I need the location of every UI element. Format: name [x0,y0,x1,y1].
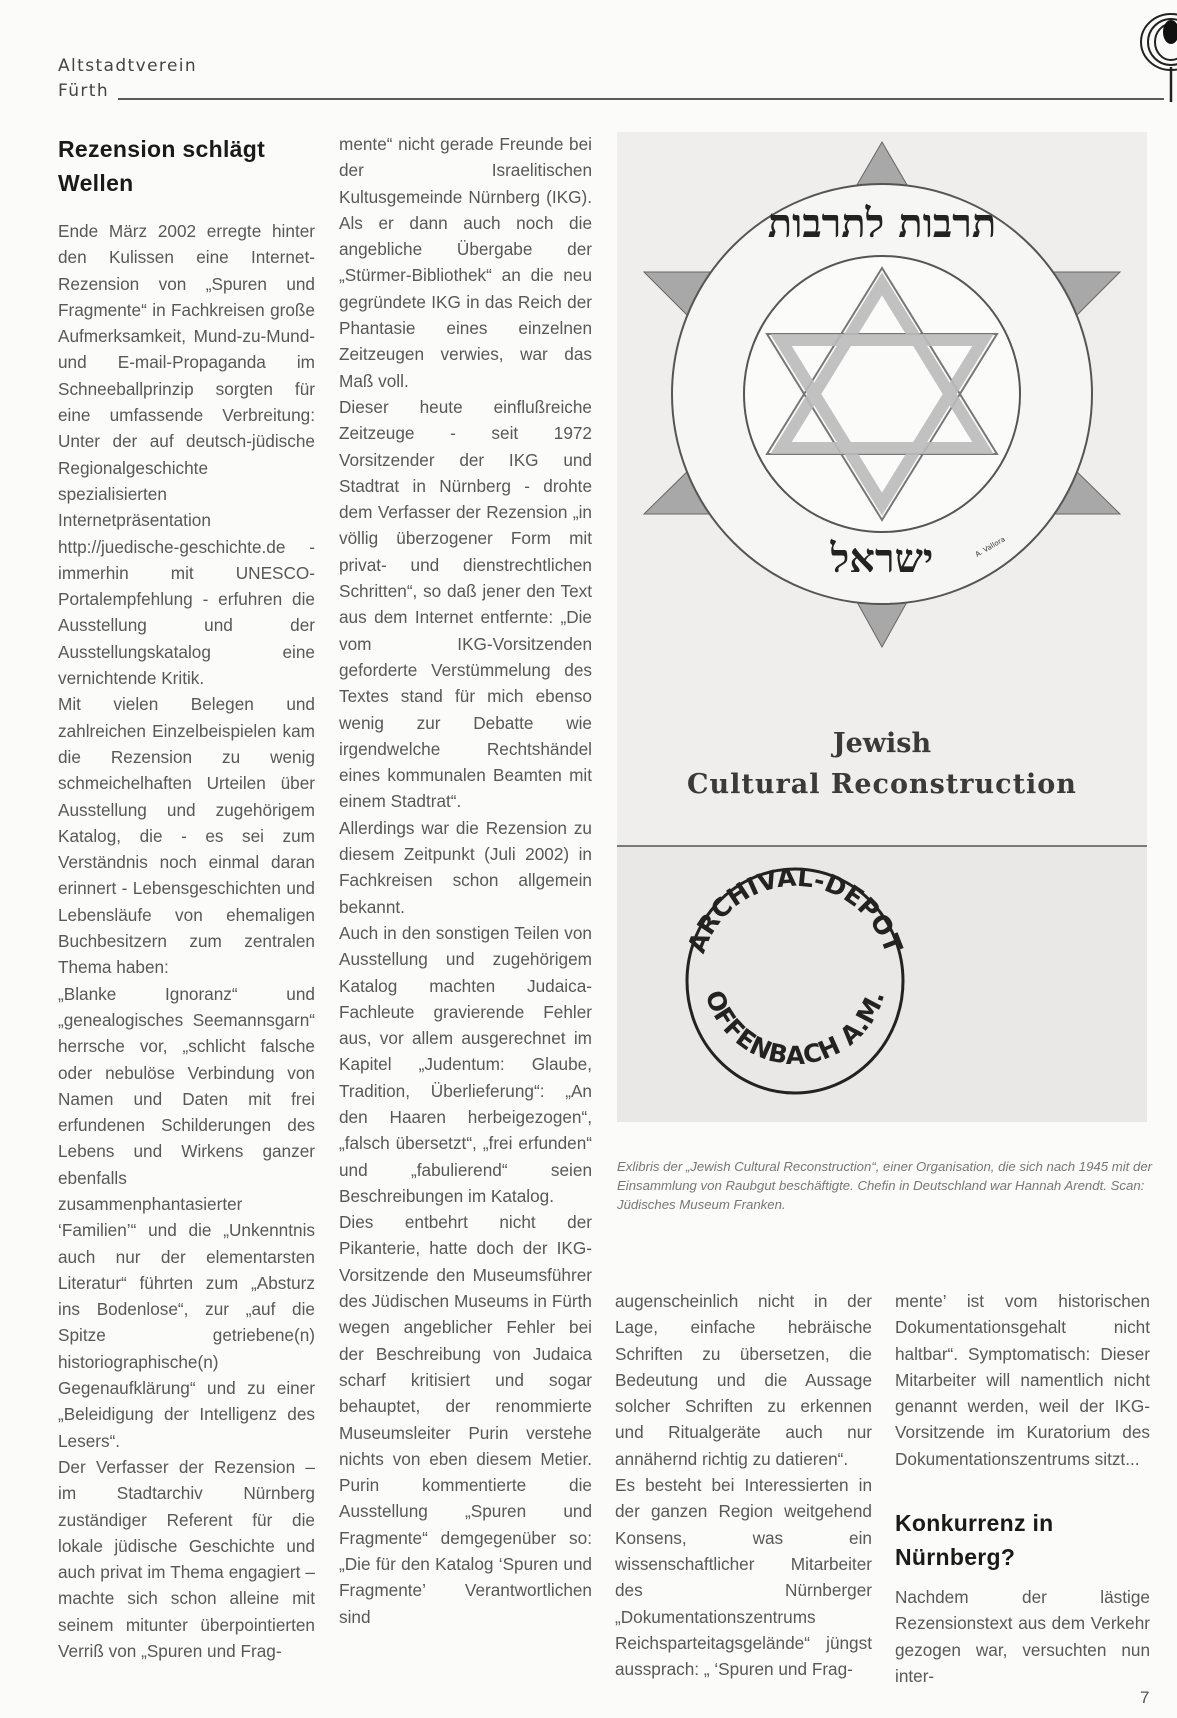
paragraph: Ende März 2002 erregte hinter den Kulissen eine Internet-Rezension von „Spuren und Fragmente“ in Fachkreisen große Aufmerksamkeit, Mund-zu-Mund- und E-mail-Propaganda im Schneeballprinzip sorgten für eine umfassende Verbreitung: Unter der auf deutsch-jüdische Regionalgeschichte spezialisierten Internetpräsentation http://juedische-geschichte.de - immerhin mit UNESCO-Portalempfehlung - erfuhren die Ausstellung und der Ausstellungskatalog eine vernichtende Kritik. [58,221,315,689]
paragraph: mente’ ist vom historischen Dokumentationsgehalt nicht haltbar“. Symptomatisch: Dieser Mitarbeiter will namentlich nicht genannt werden, weil der IKG-Vorsitzende im Kuratorium des Dokumentationszentrums sitzt... [895,1291,1150,1469]
hebrew-ring-text: תרבות לתרבות [767,200,997,247]
bookplate-upper [617,132,1147,844]
paragraph: Allerdings war die Rezension zu diesem Zeitpunkt (Juli 2002) in Fachkreisen schon allgemein bekannt. [339,817,592,917]
paragraph: Der Verfasser der Rezension – im Stadtarchiv Nürnberg zuständiger Referent für die lokale jüdische Geschichte und auch privat im Thema engagiert – machte sich schon alleine mit seinem mitunter überpointierten Verriß von „Spuren und Frag- [58,1456,315,1662]
paragraph: Nachdem der lästige Rezensionstext aus dem Verkehr gezogen war, versuchten nun inter- [895,1587,1150,1686]
section-subheading: Konkurrenz in Nürnberg? [895,1510,1054,1571]
paragraph: Auch in den sonstigen Teilen von Ausstellung und zugehörigem Katalog machten Judaica-Fachleute gravierende Fehler aus, vor allem ausgerechnet im Kapitel „Judentum: Glaube, Tradition, Überlieferung“: „An den Haaren herbeigezogen“, „falsch übersetzt“, „frei erfunden“ und „fabulierend“ seien Beschreibungen im Katalog. [339,922,592,1206]
paragraph: Mit vielen Belegen und zahlreichen Einzelbeispielen kam die Rezension zu wenig schmeichelhaften Urteilen über Ausstellung und zugehörigem Katalog, die - es sei zum Verständnis noch einmal daran erinnert - Lebensgeschichten und Lebensläufe von ehemaligen Buchbesitzern zum zentralen Thema haben: [58,694,315,978]
bookplate-lower [617,847,1147,1122]
paragraph: Es besteht bei Interessierten in der ganzen Region weitgehend Konsens, was ein wissenschaftlicher Mitarbeiter des Nürnberger „Dokumentationszentrums Reichsparteitagsgelände“ jüngst aussprach: „ ‘Spuren und Frag- [615,1475,872,1680]
svg-text:A. Vallora: A. Vallora [974,535,1007,559]
altstadtverein-logo-icon [1136,12,1177,102]
page-header [58,52,1118,112]
page-number: 7 [1140,1688,1150,1707]
paragraph: Dieser heute einflußreiche Zeitzeuge - seit 1972 Vorsitzender der IKG und Stadtrat in Nürnberg - drohte dem Verfasser der Rezension „in völlig überzogener Form mit privat- und dienstrechtlichen Schritten“, so daß jener den Text aus dem Internet entfernte: „Die vom IKG-Vorsitzenden geforderte Verstümmelung des Textes stand für mich ebenso wenig zur Debatte wie irgendwelche Rechtshändel eines kommunalen Beamten mit einem Stadtrat“. [339,396,592,812]
paragraph: „Blanke Ignoranz“ und „genealogisches Seemannsgarn“ herrsche vor, „schlicht falsche oder nebulöse Verbindung von Namen und Daten mit frei erfundenen Schilderungen des Lebens und Wirkens ganzer ebenfalls zusammenphantasierter ‘Familien’“ und die „Unkenntnis auch nur der elementarsten Literatur“ führten zum „Absturz ins Bodenlose“, zur „auf die Spitze getriebene(n) historiographische(n) Gegenaufklärung“ und zu einer „Beleidigung der Intelligenz des Lesers“. [58,983,315,1451]
bookplate-title-line1: Jewish [832,728,932,759]
article-column-4 [895,1288,1150,1689]
bookplate-title-line2: Cultural Reconstruction [687,769,1077,800]
article-column-2 [339,131,592,1630]
article-column-1 [58,218,315,1664]
paragraph: augenscheinlich nicht in der Lage, einfache hebräische Schriften zu übersetzen, die Bedeutung und die Aussage solcher Schriften zu erkennen und Ritualgeräte auch nur annähernd richtig zu datieren“. [615,1291,872,1469]
publisher-name-line1: Altstadtverein [58,56,198,76]
paragraph: Dies entbehrt nicht der Pikanterie, hatte doch der IKG-Vorsitzende den Museumsführer des Jüdischen Museums in Fürth wegen angeblicher Fehler bei der Beschreibung von Judaica scharf kritisiert und sogar behauptet, der renommierte Museumsleiter Purin verstehe nichts von eben diesem Metier. Purin kommentierte die Ausstellung „Spuren und Fragmente“ demgegenüber so: „Die für den Katalog ‘Spuren und Fragmente’ Verantwortlichen sind [339,1212,592,1627]
paragraph: mente“ nicht gerade Freunde bei der Israelitischen Kultusgemeinde Nürnberg (IKG). Als er dann auch noch die angebliche Übergabe der „Stürmer-Bibliothek“ an die neu gegründete IKG in das Reich der Phantasie eines einzelnen Zeitzeugen verwies, war das Maß voll. [339,134,592,391]
star-of-david-emblem-icon [617,132,1147,692]
archival-depot-stamp-icon [665,851,925,1111]
svg-text:ARCHIVAL-DEPOT: ARCHIVAL-DEPOT [681,862,909,957]
article-heading: Rezension schlägt Wellen [58,136,266,196]
header-rule [118,98,1164,100]
svg-text:ישראל: ישראל [830,535,934,582]
article-column-3 [615,1288,872,1682]
svg-text:OFFENBACH A.M.: OFFENBACH A.M. [699,986,891,1070]
bookplate-figure [617,132,1147,1122]
publisher-name-line2: Fürth [58,81,110,101]
figure-caption: Exlibris der „Jewish Cultural Reconstruction“, einer Organisation, die sich nach 1945 mit der Einsammlung von Raubgut beschäftigte. Chefin in Deutschland war Hannah Arendt. Scan: Jüdisches Museum Franken. [617,1159,1153,1212]
